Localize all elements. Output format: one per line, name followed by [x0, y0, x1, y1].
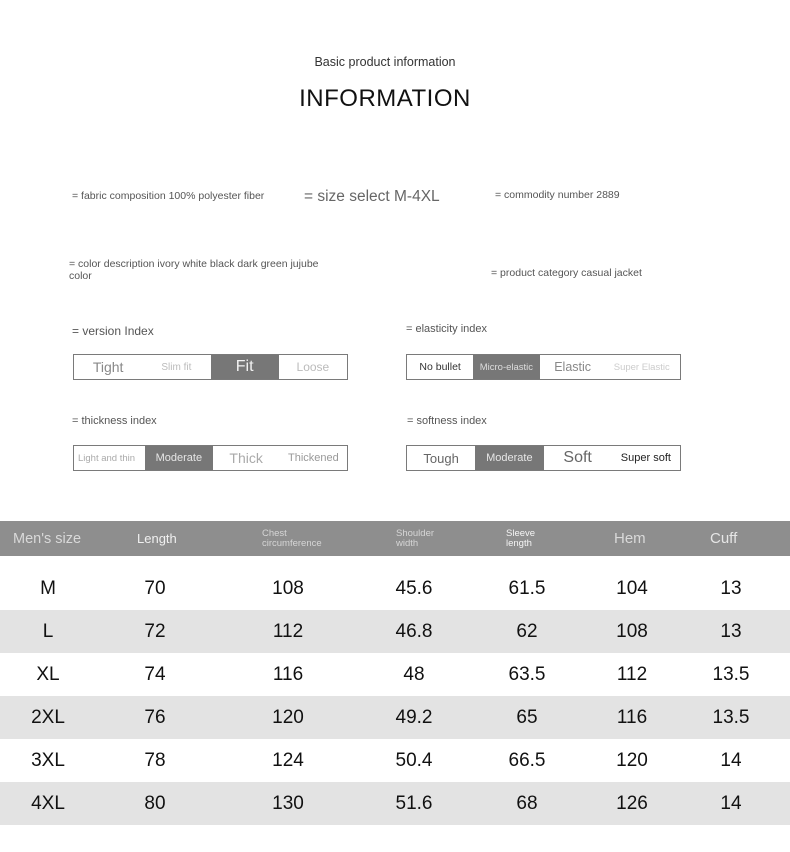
fabric-composition: = fabric composition 100% polyester fiber — [72, 190, 265, 202]
cell-length: 72 — [144, 620, 166, 642]
cell-size: 4XL — [31, 792, 65, 814]
cell-sleeve: 66.5 — [508, 749, 546, 771]
table-row-4xl — [0, 782, 790, 825]
thickness-option-thick: Thick — [229, 450, 263, 466]
elasticity-option-no-bullet: No bullet — [419, 361, 461, 373]
page-subtitle: Basic product information — [314, 55, 456, 69]
cell-hem: 120 — [616, 749, 648, 771]
cell-hem: 112 — [616, 663, 648, 685]
header-cuff: Cuff — [710, 530, 738, 547]
thickness-option-light-and-thin: Light and thin — [78, 452, 136, 464]
cell-shoulder: 49.2 — [395, 706, 433, 728]
cell-cuff: 13 — [720, 620, 742, 642]
cell-sleeve: 62 — [516, 620, 538, 642]
header-length: Length — [137, 531, 177, 546]
color-description-line2: color — [69, 270, 92, 282]
elasticity-index-label: = elasticity index — [406, 323, 488, 335]
table-row-2xl — [0, 696, 790, 739]
softness-index-scale — [406, 445, 681, 471]
cell-chest: 116 — [272, 663, 304, 685]
cell-size: 3XL — [31, 749, 65, 771]
cell-chest: 124 — [272, 749, 304, 771]
cell-chest: 120 — [272, 706, 304, 728]
cell-hem: 108 — [616, 620, 648, 642]
header-mens-size: Men's size — [13, 530, 82, 547]
cell-cuff: 13.5 — [712, 706, 750, 728]
product-category: = product category casual jacket — [491, 267, 642, 279]
cell-cuff: 14 — [720, 749, 742, 771]
header-sleeve-length: Sleeve length — [506, 527, 536, 549]
cell-hem: 126 — [616, 792, 648, 814]
elasticity-option-micro-elastic: Micro-elastic — [473, 355, 539, 379]
cell-sleeve: 68 — [516, 792, 538, 814]
table-row-l — [0, 610, 790, 653]
thickness-index-label: = thickness index — [72, 415, 157, 427]
version-index-label: = version Index — [72, 324, 154, 338]
cell-size: M — [40, 577, 56, 599]
size-select: = size select M-4XL — [304, 188, 440, 205]
version-option-slim-fit: Slim fit — [161, 361, 192, 373]
cell-length: 78 — [144, 749, 166, 771]
cell-size: XL — [36, 663, 60, 685]
color-description — [69, 258, 319, 282]
cell-shoulder: 46.8 — [395, 620, 433, 642]
cell-chest: 108 — [272, 577, 304, 599]
cell-hem: 104 — [616, 577, 648, 599]
elasticity-index-scale — [406, 354, 681, 380]
cell-hem: 116 — [616, 706, 648, 728]
color-description-line1: = color description ivory white black dark green jujube — [69, 258, 319, 270]
cell-size: L — [42, 620, 54, 642]
cell-cuff: 13 — [720, 577, 742, 599]
thickness-option-thickened: Thickened — [287, 452, 339, 464]
page-title: INFORMATION — [299, 85, 471, 112]
table-row-m — [0, 567, 790, 610]
version-option-loose: Loose — [296, 360, 330, 374]
elasticity-option-elastic: Elastic — [554, 360, 592, 374]
softness-option-tough: Tough — [423, 450, 459, 466]
cell-chest: 130 — [272, 792, 304, 814]
softness-option-super-soft: Super soft — [620, 452, 671, 464]
softness-option-moderate: Moderate — [475, 446, 543, 470]
header-chest-circumference: Chest circumference — [262, 527, 322, 549]
cell-shoulder: 48 — [403, 663, 425, 685]
thickness-index-scale — [73, 445, 348, 471]
cell-length: 76 — [144, 706, 166, 728]
cell-sleeve: 61.5 — [508, 577, 546, 599]
softness-index-label: = softness index — [407, 415, 487, 427]
version-option-fit: Fit — [211, 355, 279, 379]
cell-shoulder: 51.6 — [395, 792, 433, 814]
table-row-3xl — [0, 739, 790, 782]
cell-length: 74 — [144, 663, 166, 685]
cell-length: 80 — [144, 792, 166, 814]
header-shoulder-width: Shoulder width — [396, 527, 435, 549]
size-table-header — [0, 521, 790, 556]
cell-chest: 112 — [272, 620, 304, 642]
cell-sleeve: 65 — [516, 706, 538, 728]
cell-length: 70 — [144, 577, 166, 599]
cell-cuff: 13.5 — [712, 663, 750, 685]
cell-sleeve: 63.5 — [508, 663, 546, 685]
cell-shoulder: 50.4 — [395, 749, 433, 771]
cell-size: 2XL — [31, 706, 65, 728]
table-row-xl — [0, 653, 790, 696]
header-hem: Hem — [614, 530, 646, 547]
version-option-tight: Tight — [92, 359, 124, 375]
thickness-option-moderate: Moderate — [145, 446, 212, 470]
elasticity-option-super-elastic: Super Elastic — [613, 361, 670, 373]
commodity-number: = commodity number 2889 — [495, 189, 620, 201]
version-index-scale — [73, 354, 348, 380]
cell-shoulder: 45.6 — [395, 577, 433, 599]
softness-option-soft: Soft — [563, 449, 592, 466]
cell-cuff: 14 — [720, 792, 742, 814]
